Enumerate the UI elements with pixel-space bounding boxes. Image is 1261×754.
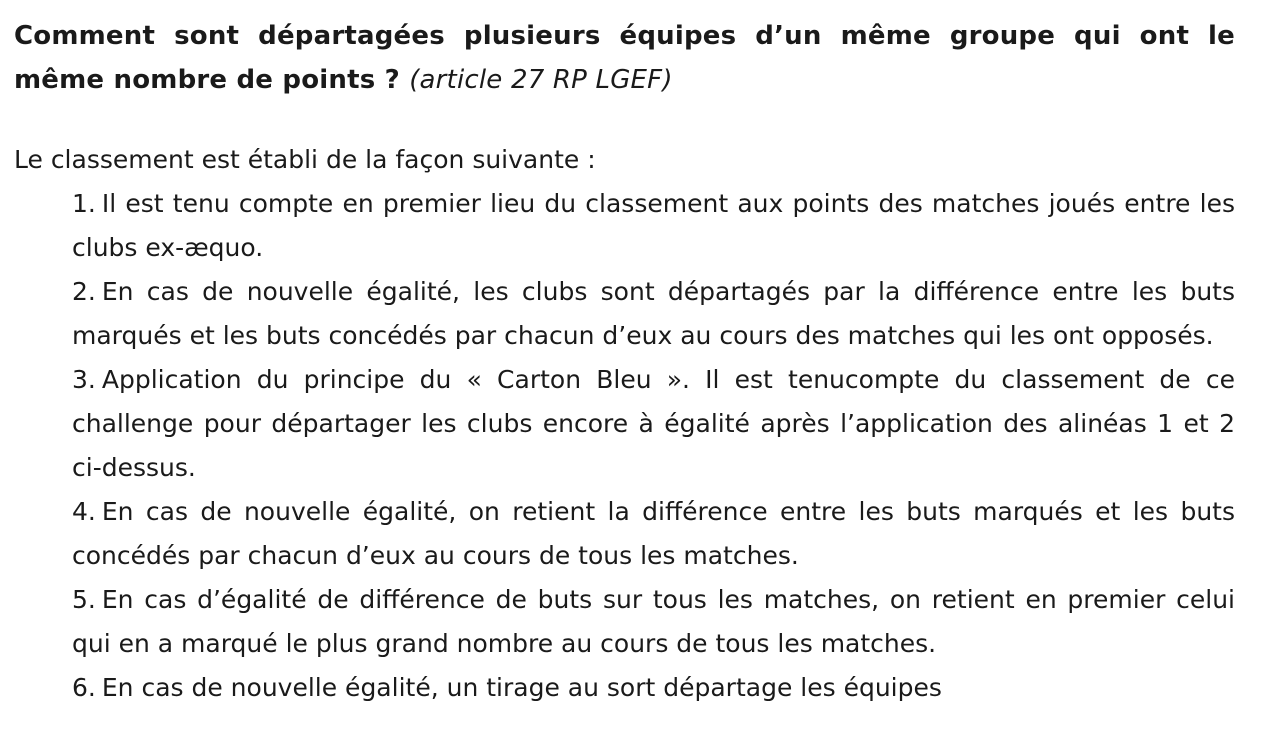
rule-number: 2.	[72, 277, 96, 306]
rule-text: En cas de nouvelle égalité, les clubs sont départagés par la différence entre les buts marqués et les buts concédés par chacun d’eux au cours des matches qui les ont opposés.	[72, 277, 1235, 350]
rule-text: Il est tenu compte en premier lieu du classement aux points des matches joués entre les clubs ex-æquo.	[72, 189, 1235, 262]
rules-list	[14, 182, 1235, 710]
rule-item-6	[72, 666, 1235, 710]
rule-text: Application du principe du « Carton Bleu ». Il est tenucompte du classement de ce challenge pour départager les clubs encore à égalité après l’application des alinéas 1 et 2 ci-dessus.	[72, 365, 1235, 482]
rule-item-5	[72, 578, 1235, 666]
question-title: Comment sont départagées plusieurs équipes d’un même groupe qui ont le même nombre de points ?	[14, 21, 1235, 95]
rule-number: 1.	[72, 189, 96, 218]
rule-number: 3.	[72, 365, 96, 394]
rule-text: En cas d’égalité de différence de buts sur tous les matches, on retient en premier celui qui en a marqué le plus grand nombre au cours de tous les matches.	[72, 585, 1235, 658]
rule-item-4	[72, 490, 1235, 578]
rule-number: 6.	[72, 673, 96, 702]
intro-text: Le classement est établi de la façon suivante :	[14, 145, 596, 174]
rule-text: En cas de nouvelle égalité, on retient la différence entre les buts marqués et les buts concédés par chacun d’eux au cours de tous les matches.	[72, 497, 1235, 570]
paragraph-spacer	[14, 102, 1235, 138]
rule-text: En cas de nouvelle égalité, un tirage au sort départage les équipes	[101, 673, 942, 702]
question-heading	[14, 14, 1235, 102]
rule-item-2	[72, 270, 1235, 358]
rule-number: 5.	[72, 585, 96, 614]
rule-item-3	[72, 358, 1235, 490]
rule-number: 4.	[72, 497, 96, 526]
rule-item-1	[72, 182, 1235, 270]
article-reference: (article 27 RP LGEF)	[409, 65, 673, 95]
